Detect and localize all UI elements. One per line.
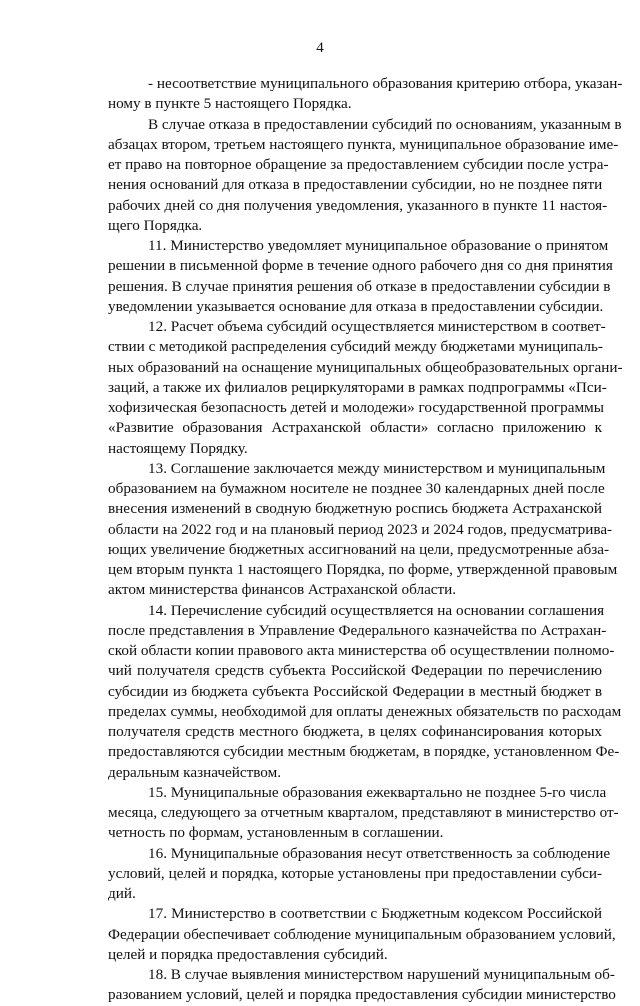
text-line: решения. В случае принятия решения об отказе в предоставлении субсидии в bbox=[108, 277, 611, 295]
text-line: пределах суммы, необходимой для оплаты денежных обязательств по расходам bbox=[108, 702, 622, 720]
text-line: 13. Соглашение заключается между министерством и муниципальным bbox=[148, 459, 606, 477]
paragraph-17 bbox=[108, 904, 616, 965]
paragraph-14 bbox=[108, 601, 622, 783]
text-line: Федерации обеспечивает соблюдение муниципальным образованием условий, bbox=[108, 925, 616, 943]
text-line: настоящему Порядку. bbox=[108, 439, 248, 457]
text-line: субсидии из бюджета субъекта Российской Федерации в местный бюджет в bbox=[108, 682, 602, 700]
text-line: предоставляются субсидии местным бюджетам, в порядке, установленном Фе- bbox=[108, 743, 620, 761]
text-line: деральным казначейством. bbox=[108, 763, 281, 781]
text-line: абзацах втором, третьем настоящего пункта, муниципальное образование име- bbox=[108, 135, 619, 153]
text-line: образованием на бумажном носителе не позднее 30 календарных дней после bbox=[108, 480, 605, 497]
paragraph-criterion bbox=[108, 74, 623, 115]
text-line: уведомлении указывается основание для отказа в предоставлении субсидии. bbox=[108, 297, 604, 315]
text-line: ных образований на оснащение муниципальных общеобразовательных органи- bbox=[108, 358, 623, 376]
text-line: месяца, следующего за отчетным кварталом, представляют в министерство от- bbox=[108, 804, 619, 821]
text-line: ет право на повторное обращение за предоставлением субсидии после устра- bbox=[108, 156, 609, 173]
text-line: условий, целей и порядка, которые установлены при предоставлении субси- bbox=[108, 864, 602, 882]
text-line: цем вторым пункта 1 настоящего Порядка, по форме, утвержденной правовым bbox=[108, 561, 618, 578]
text-line: ской области копии правового акта министерства об осуществлении полномо- bbox=[108, 642, 615, 659]
text-line: ющих увеличение бюджетных ассигнований на цели, предусмотренные абза- bbox=[108, 540, 610, 558]
paragraph-16 bbox=[108, 844, 611, 905]
text-line: разованием условий, целей и порядка предоставления субсидии министерство bbox=[108, 986, 616, 1004]
paragraph-12 bbox=[108, 317, 623, 459]
text-line: В случае отказа в предоставлении субсидий по основаниям, указанным в bbox=[148, 115, 622, 133]
paragraph-18 bbox=[108, 965, 616, 1006]
text-line: после представления в Управление Федерального казначейства по Астрахан- bbox=[108, 621, 607, 639]
text-line: 15. Муниципальные образования ежеквартально не позднее 5-го числа bbox=[148, 783, 607, 801]
text-line: чий получателя средств субъекта Российской Федерации по перечислению bbox=[108, 662, 602, 680]
text-line: 12. Расчет объема субсидий осуществляется министерством в соответ- bbox=[148, 318, 606, 335]
paragraph-15 bbox=[108, 783, 619, 844]
text-line: ному в пункте 5 настоящего Порядка. bbox=[108, 95, 352, 113]
text-line: 18. В случае выявления министерством нарушений муниципальным об- bbox=[148, 966, 615, 983]
text-line: 11. Министерство уведомляет муниципальное образование о принятом bbox=[148, 237, 609, 254]
text-line: нения оснований для отказа в предоставлении субсидии, но не позднее пяти bbox=[108, 176, 603, 194]
paragraph-11 bbox=[108, 236, 613, 317]
paragraph-refusal bbox=[108, 115, 622, 237]
document-body bbox=[108, 74, 623, 1006]
page-number: 4 bbox=[316, 40, 324, 56]
text-line: дий. bbox=[108, 885, 136, 902]
text-line: щего Порядка. bbox=[108, 216, 203, 234]
text-line: - несоответствие муниципального образования критерию отбора, указан- bbox=[148, 75, 623, 92]
text-line: 17. Министерство в соответствии с Бюджетным кодексом Российской bbox=[148, 905, 602, 923]
text-line: области на 2022 год и на плановый период 2023 и 2024 годов, предусматрива- bbox=[108, 520, 613, 538]
text-line: четность по формам, установленным в соглашении. bbox=[108, 824, 444, 842]
text-line: актом министерства финансов Астраханской области. bbox=[108, 581, 457, 599]
text-line: «Развитие образования Астраханской области» согласно приложению к bbox=[108, 419, 602, 437]
text-line: внесения изменений в сводную бюджетную роспись бюджета Астраханской bbox=[108, 500, 602, 518]
text-line: 16. Муниципальные образования несут ответственность за соблюдение bbox=[148, 844, 611, 862]
text-line: заций, а также их филиалов рециркуляторами в рамках подпрограммы «Пси- bbox=[108, 378, 607, 396]
text-line: хофизическая безопасность детей и молодежи» государственной программы bbox=[108, 399, 604, 416]
text-line: получателя средств местного бюджета, в целях софинансирования которых bbox=[108, 723, 602, 740]
text-line: целей и порядка предоставления субсидий. bbox=[108, 945, 388, 963]
text-line: решении в письменной форме в течение одного рабочего дня со дня принятия bbox=[108, 257, 613, 275]
text-line: 14. Перечисление субсидий осуществляется на основании соглашения bbox=[148, 601, 605, 619]
text-line: ствии с методикой распределения субсидий между бюджетами муниципаль- bbox=[108, 338, 603, 356]
paragraph-13 bbox=[108, 459, 618, 601]
text-line: рабочих дней со дня получения уведомления, указанного в пункте 11 настоя- bbox=[108, 196, 608, 214]
